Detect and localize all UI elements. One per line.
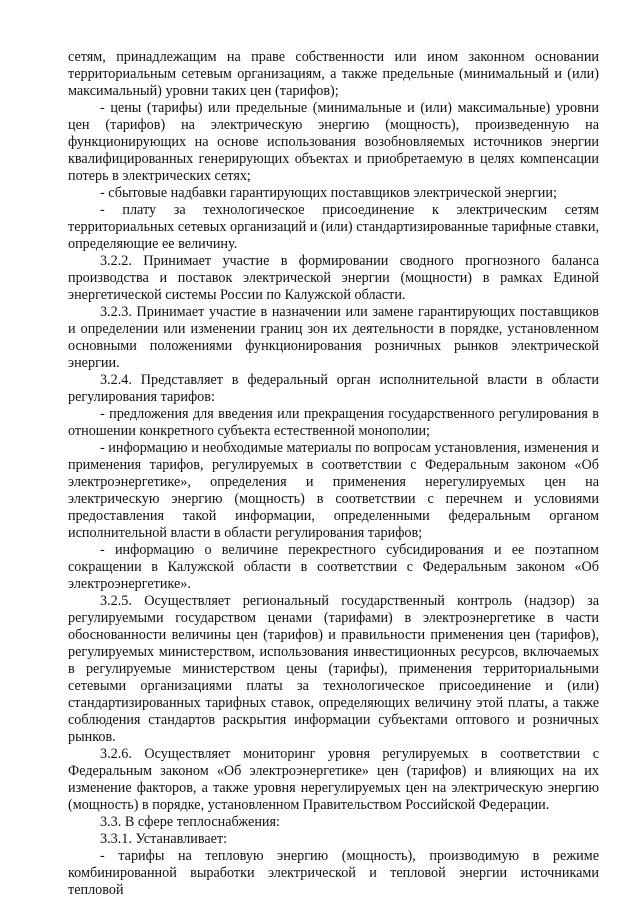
section-heading-3-3: 3.3. В сфере теплоснабжения: (100, 814, 280, 830)
paragraph-networks-continuation: сетям, принадлежащим на праве собственности или ином законном основании территориальным сетевым организациям, а также предельные (минимальный и (или) максимальный) уровни таких цен (тарифов); (68, 49, 599, 99)
paragraph-3-3-1: 3.3.1. Устанавливает: (100, 831, 228, 847)
paragraph-3-2-2: 3.2.2. Принимает участие в формировании сводного прогнозного баланса производства и поставок электрической энергии (мощности) в рамках Единой энергетической системы России по Калужской области. (68, 253, 599, 303)
paragraph-connection-fee: - плату за технологическое присоединение к электрическим сетям территориальных сетевых организаций и (или) стандартизированные тарифные ставки, определяющие ее величину. (68, 202, 599, 252)
paragraph-3-2-4: 3.2.4. Представляет в федеральный орган исполнительной власти в области регулирования тарифов: (68, 372, 599, 405)
paragraph-renewable-prices: - цены (тарифы) или предельные (минимальные и (или) максимальные) уровни цен (тарифов) на электрическую энергию (мощность), произведенную на функционирующих на основе использования возобновляемых источников энергии квалифицированных генерирующих объектах и приобретаемую в целях компенсации потерь в электрических сетях; (68, 100, 599, 184)
paragraph-sales-markups: - сбытовые надбавки гарантирующих поставщиков электрической энергии; (100, 185, 557, 201)
paragraph-3-2-5: 3.2.5. Осуществляет региональный государственный контроль (надзор) за регулируемыми государством ценами (тарифами) в электроэнергетике в части обоснованности величины цен (тарифов) и правильности применения цен (тарифов), регулируемых министерством, использования инвестиционных ресурсов, включаемых в регулируемые министерством цены (тарифы), применения территориальными сетевыми организациями платы за технологическое присоединение и (или) стандартизированных тарифных ставок, определяющих величину этой платы, а также соблюдения стандартов раскрытия информации субъектами оптового и розничных рынков. (68, 593, 599, 745)
paragraph-3-2-3: 3.2.3. Принимает участие в назначении или замене гарантирующих поставщиков и определении или изменении границ зон их деятельности в порядке, установленном основными положениями функционирования розничных рынков электрической энергии. (68, 304, 599, 371)
paragraph-cross-subsidy: - информацию о величине перекрестного субсидирования и ее поэтапном сокращении в Калужской области в соответствии с Федеральным законом «Об электроэнергетике». (68, 542, 599, 592)
document-body (68, 49, 599, 899)
paragraph-monopoly-proposals: - предложения для введения или прекращения государственного регулирования в отношении конкретного субъекта естественной монополии; (68, 406, 599, 439)
paragraph-3-2-6: 3.2.6. Осуществляет мониторинг уровня регулируемых в соответствии с Федеральным законом «Об электроэнергетике» цен (тарифов) и влияющих на их изменение факторов, а также уровня нерегулируемых цен на электрическую энергию (мощность) в порядке, установленном Правительством Российской Федерации. (68, 746, 599, 813)
paragraph-tariff-information: - информацию и необходимые материалы по вопросам установления, изменения и применения тарифов, регулируемых в соответствии с Федеральным законом «Об электроэнергетике», определения и применения нерегулируемых цен на электрическую энергию (мощность) в соответствии с перечнем и условиями предоставления такой информации, определенными федеральным органом исполнительной власти в области регулирования тарифов; (68, 440, 599, 541)
paragraph-heat-tariffs: - тарифы на тепловую энергию (мощность), производимую в режиме комбинированной выработки электрической и тепловой энергии источниками тепловой (68, 848, 599, 898)
